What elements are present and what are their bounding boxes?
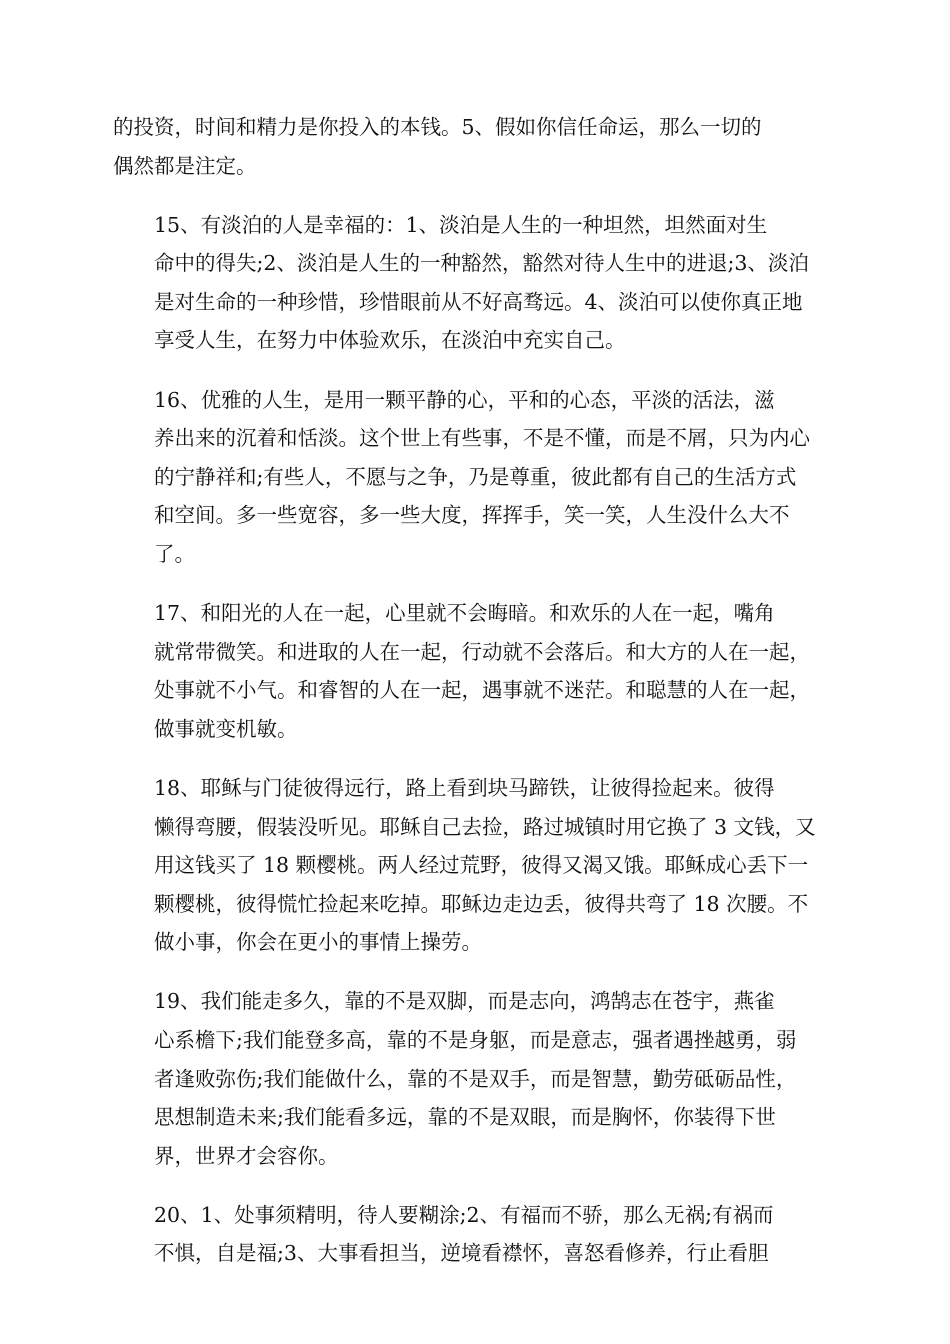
text-line: 了。 [154,541,195,566]
paragraph-19 [113,982,835,1175]
text-line: 20、1、处事须精明，待人要糊涂;2、有福而不骄，那么无祸;有祸而 [154,1202,774,1227]
paragraph-18 [113,769,835,962]
text-line: 养出来的沉着和恬淡。这个世上有些事，不是不懂，而是不屑，只为内心 [154,426,810,451]
text-line: 用这钱买了 18 颗樱桃。两人经过荒野，彼得又渴又饿。耶稣成心丢下一 [154,853,809,878]
paragraph-20 [113,1196,835,1273]
text-line: 18、耶稣与门徒彼得远行，路上看到块马蹄铁，让彼得捡起来。彼得 [154,775,775,800]
paragraph-16 [113,381,835,574]
text-line: 和空间。多一些宽容，多一些大度，挥挥手，笑一笑，人生没什么大不 [154,503,790,528]
text-line: 不惧，自是福;3、大事看担当，逆境看襟怀，喜怒看修养，行止看胆 [154,1241,769,1266]
text-line: 15、有淡泊的人是幸福的：1、淡泊是人生的一种坦然，坦然面对生 [154,212,768,237]
text-line: 者逢败弥伤;我们能做什么，靠的不是双手，而是智慧，勤劳砥砺品性， [154,1066,797,1091]
text-line: 享受人生，在努力中体验欢乐，在淡泊中充实自己。 [154,328,626,353]
text-line: 思想制造未来;我们能看多远，靠的不是双眼，而是胸怀，你装得下世 [154,1105,776,1130]
paragraph-15 [113,206,835,360]
paragraph-continued [113,108,835,185]
text-line: 心系檐下;我们能登多高，靠的不是身躯，而是意志，强者遇挫越勇，弱 [154,1027,797,1052]
text-line: 就常带微笑。和进取的人在一起，行动就不会落后。和大方的人在一起， [154,639,810,664]
text-line: 的投资，时间和精力是你投入的本钱。5、假如你信任命运，那么一切的 [113,115,762,139]
text-line: 的宁静祥和;有些人，不愿与之争，乃是尊重，彼此都有自己的生活方式 [154,464,797,489]
document-body [113,108,835,1294]
text-line: 偶然都是注定。 [113,153,257,178]
text-line: 16、优雅的人生，是用一颗平静的心，平和的心态，平淡的活法，滋 [154,387,775,412]
text-line: 做事就变机敏。 [154,716,298,741]
text-line: 懒得弯腰，假装没听见。耶稣自己去捡，路过城镇时用它换了 3 文钱，又 [154,814,816,839]
text-line: 做小事，你会在更小的事情上操劳。 [154,930,482,955]
paragraph-17 [113,594,835,748]
text-line: 命中的得失;2、淡泊是人生的一种豁然，豁然对待人生中的进退;3、淡泊 [154,251,809,276]
text-line: 颗樱桃，彼得慌忙捡起来吃掉。耶稣边走边丢，彼得共弯了 18 次腰。不 [154,891,809,916]
text-line: 处事就不小气。和睿智的人在一起，遇事就不迷茫。和聪慧的人在一起， [154,678,810,703]
text-line: 19、我们能走多久，靠的不是双脚，而是志向，鸿鹄志在苍宇，燕雀 [154,989,775,1014]
text-line: 界，世界才会容你。 [154,1143,339,1168]
text-line: 17、和阳光的人在一起，心里就不会晦暗。和欢乐的人在一起，嘴角 [154,601,775,626]
text-line: 是对生命的一种珍惜，珍惜眼前从不好高骛远。4、淡泊可以使你真正地 [154,289,803,314]
